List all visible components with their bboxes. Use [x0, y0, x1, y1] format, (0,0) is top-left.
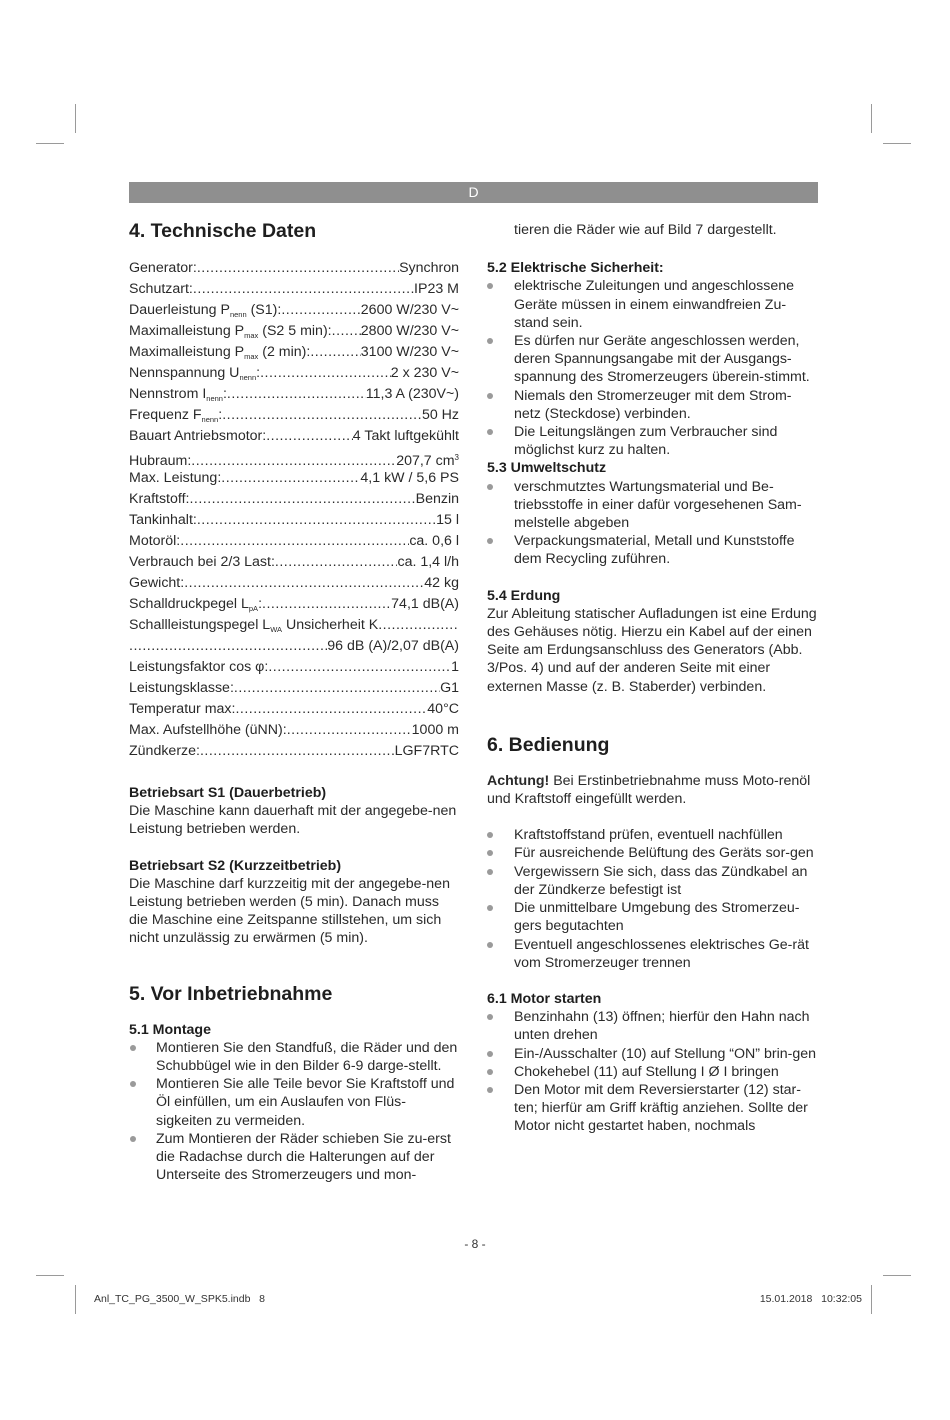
section-title-bedienung: 6. Bedienung [487, 733, 610, 756]
spec-row [129, 678, 459, 699]
spec-value: IP23 M [414, 281, 459, 297]
spec-label: Zündkerze: [129, 743, 200, 759]
spec-value: 3100 W/230 V~ [360, 344, 459, 360]
spec-row [129, 720, 459, 741]
list-item: Verpackungsmaterial, Metall und Kunststoffe dem Recycling zuführen. [487, 532, 817, 568]
spec-row [129, 468, 459, 489]
spec-row [129, 405, 459, 426]
leader-dots [378, 615, 459, 636]
leader-dots [287, 720, 412, 741]
continued-text: tieren die Räder wie auf Bild 7 dargestellt. [514, 222, 777, 238]
language-header-bar: D [129, 182, 818, 203]
leader-dots [193, 279, 414, 300]
spec-value: 1 [451, 659, 459, 675]
spec-value: ca. 1,4 l/h [397, 554, 459, 570]
list-item: Die unmittelbare Umgebung des Stromerzeu-gers begutachten [487, 899, 817, 935]
spec-label: Generator: [129, 260, 197, 276]
crop-mark [883, 1275, 911, 1276]
spec-list [129, 258, 459, 762]
spec-value: 4,1 kW / 5,6 PS [360, 470, 459, 486]
list-montage [129, 1039, 459, 1185]
leader-dots [222, 405, 422, 426]
paragraph-s2: Die Maschine darf kurzzeitig mit der angegebe-nen Leistung betrieben werden (5 min). Danach muss die Maschine eine Zeitspanne stillstehen, um sich nicht unzulässig zu erwärmen (5 min). [129, 875, 450, 947]
list-item: Vergewissern Sie sich, dass das Zündkabel an der Zündkerze befestigt ist [487, 863, 817, 899]
spec-label: Bauart Antriebsmotor: [129, 428, 267, 444]
page-number: - 8 - [464, 1237, 486, 1251]
spec-value: 2800 W/230 V~ [360, 323, 459, 339]
spec-value: 96 dB (A)/2,07 dB(A) [327, 638, 459, 654]
spec-value: 40°C [427, 701, 459, 717]
spec-label: Hubraum: [129, 453, 192, 469]
leader-dots [227, 384, 366, 405]
crop-mark [883, 143, 911, 144]
spec-row [129, 573, 459, 594]
spec-label: Leistungsfaktor cos φ: [129, 659, 269, 675]
leader-dots [197, 510, 436, 531]
spec-label: Verbrauch bei 2/3 Last: [129, 554, 275, 570]
spec-row [129, 363, 459, 384]
leader-dots [266, 426, 353, 447]
spec-label: Nennspannung $U_{nenn}$: [129, 365, 261, 382]
spec-value: 2600 W/230 V~ [360, 302, 459, 318]
spec-label: Dauerleistung $P_{nenn}$ (S1): [129, 302, 282, 319]
list-item: Zum Montieren der Räder schieben Sie zu-erst die Radachse durch die Halterungen auf der Unterseite des Stromerzeugers und mon- [129, 1130, 459, 1185]
spec-label: Schutzart: [129, 281, 193, 297]
leader-dots [129, 636, 327, 657]
list-item: verschmutztes Wartungsmaterial und Be-triebsstoffe in einer dafür vorgesehenen Sam-melstelle abgeben [487, 478, 817, 533]
list-item: Eventuell angeschlossenes elektrisches Ge-rät vom Stromerzeuger trennen [487, 936, 817, 972]
left-column [129, 218, 459, 1184]
attention-text: Bei Erstinbetriebnahme muss Moto-renöl und Kraftstoff eingefüllt werden. [487, 772, 811, 808]
list-item: Montieren Sie alle Teile bevor Sie Kraftstoff und Öl einfüllen, um ein Auslaufen von Flüs-sigkeiten zu vermeiden. [129, 1075, 459, 1130]
spec-value: 1000 m [411, 722, 459, 738]
spec-label: Maximalleistung $P_{max}$ (S2 5 min): [129, 323, 332, 340]
spec-label: Leistungsklasse: [129, 680, 234, 696]
footer-timestamp: 15.01.2018 10:32:05 [759, 1293, 862, 1305]
spec-row [129, 741, 459, 762]
leader-dots [200, 741, 395, 762]
spec-value: 4 Takt luftgekühlt [352, 428, 459, 444]
leader-dots [262, 594, 391, 615]
spec-row [129, 489, 459, 510]
subheading-betriebsart-s2: Betriebsart S2 (Kurzzeitbetrieb) [129, 857, 342, 874]
spec-label: Tankinhalt: [129, 512, 197, 528]
subheading-umweltschutz: 5.3 Umweltschutz [487, 460, 607, 477]
spec-value: 11,3 A (230V~) [365, 386, 459, 402]
crop-mark [871, 104, 872, 133]
spec-value: 2 x 230 V~ [390, 365, 459, 381]
leader-dots [184, 573, 424, 594]
list-item: Den Motor mit dem Reversierstarter (12) star-ten; hierfür am Griff kräftig anziehen. Sollte der Motor nicht gestartet haben, nochmals [487, 1081, 817, 1136]
leader-dots [260, 363, 391, 384]
spec-row [129, 531, 459, 552]
list-item: Ein-/Ausschalter (10) auf Stellung “ON” brin-gen [487, 1045, 817, 1063]
crop-mark [75, 1285, 76, 1314]
spec-row [129, 300, 459, 321]
spec-label: Max. Aufstellhöhe (üNN): [129, 722, 287, 738]
leader-dots [281, 300, 360, 321]
leader-dots [332, 321, 361, 342]
spec-row [129, 699, 459, 720]
list-elektrische-sicherheit [487, 277, 817, 459]
attention-label: Achtung! [487, 772, 550, 789]
spec-label: Schalldruckpegel $L_{pA}$: [129, 596, 263, 613]
section-title-technische-daten: 4. Technische Daten [129, 220, 317, 242]
spec-value: 15 l [436, 512, 459, 528]
spec-label: Kraftstoff: [129, 491, 190, 507]
spec-row [129, 510, 459, 531]
list-item: Niemals den Stromerzeuger mit dem Strom-netz (Steckdose) verbinden. [487, 387, 817, 423]
list-umweltschutz [487, 478, 817, 569]
spec-label: Frequenz $F_{nenn}$: [129, 407, 223, 424]
leader-dots [275, 552, 398, 573]
leader-dots [310, 342, 360, 363]
crop-mark [75, 104, 76, 133]
spec-row [129, 447, 459, 468]
list-item: Montieren Sie den Standfuß, die Räder und den Schubbügel wie in den Bilder 6-9 darge-stellt. [129, 1039, 459, 1075]
section-title-vor-inbetriebnahme: 5. Vor Inbetriebnahme [129, 982, 333, 1005]
spec-row [129, 615, 459, 636]
paragraph-s1: Die Maschine kann dauerhaft mit der angegebe-nen Leistung betrieben werden. [129, 803, 457, 838]
crop-mark [871, 1285, 872, 1314]
spec-value: 207,7 $cm^3$ [396, 453, 459, 469]
spec-label: Max. Leistung: [129, 470, 222, 486]
list-item: Chokehebel (11) auf Stellung I Ø I bringen [487, 1063, 817, 1081]
spec-label: Temperatur max: [129, 701, 236, 717]
subheading-montage: 5.1 Montage [129, 1021, 211, 1038]
list-item: Kraftstoffstand prüfen, eventuell nachfüllen [487, 826, 817, 844]
spec-value: G1 [440, 680, 459, 696]
list-item: Die Leitungslängen zum Verbraucher sind möglichst kurz zu halten. [487, 423, 817, 459]
list-motor-starten [487, 1008, 817, 1135]
spec-row [129, 426, 459, 447]
spec-row [129, 342, 459, 363]
spec-label: Nennstrom $I_{nenn}$: [129, 386, 227, 403]
leader-dots [268, 657, 451, 678]
spec-value: Benzin [415, 491, 459, 507]
attention-paragraph [487, 772, 817, 808]
list-item: Benzinhahn (13) öffnen; hierfür den Hahn nach unten drehen [487, 1008, 817, 1044]
subheading-erdung: 5.4 Erdung [487, 587, 561, 604]
spec-row [129, 279, 459, 300]
list-item: elektrische Zuleitungen und angeschlossene Geräte müssen in einem einwandfreien Zu-stand sein. [487, 277, 817, 332]
spec-value: 42 kg [424, 575, 459, 591]
crop-mark [36, 143, 64, 144]
spec-value: LGF7RTC [394, 743, 459, 759]
crop-mark [36, 1275, 64, 1276]
spec-row [129, 657, 459, 678]
subheading-elektrische-sicherheit: 5.2 Elektrische Sicherheit: [487, 260, 664, 277]
leader-dots [235, 699, 427, 720]
spec-row [129, 552, 459, 573]
subheading-motor-starten: 6.1 Motor starten [487, 990, 602, 1007]
paragraph-erdung: Zur Ableitung statischer Aufladungen ist eine Erdung des Gehäuses nötig. Hierzu ein Kabel auf der einen Seite am Erdungsanschluss des Generators (Abb. 3/Pos. 4) und auf der anderen Seite mit einer externen Masse (z. B. Staberder) verbinden. [487, 605, 817, 695]
leader-dots [180, 531, 409, 552]
spec-row [129, 636, 459, 657]
spec-label: Motoröl: [129, 533, 181, 549]
spec-row [129, 258, 459, 279]
right-column [487, 221, 817, 1136]
spec-value: 50 Hz [421, 407, 459, 423]
spec-label: Gewicht: [129, 575, 185, 591]
subheading-betriebsart-s1: Betriebsart S1 (Dauerbetrieb) [129, 785, 327, 801]
leader-dots [221, 468, 360, 489]
spec-row [129, 384, 459, 405]
spec-value: 74,1 dB(A) [391, 596, 459, 612]
leader-dots [197, 258, 399, 279]
spec-row [129, 594, 459, 615]
list-bedienung [487, 826, 817, 972]
leader-dots [234, 678, 440, 699]
spec-value: ca. 0,6 l [409, 533, 459, 549]
list-item: Für ausreichende Belüftung des Geräts sor-gen [487, 844, 817, 862]
spec-value: Synchron [399, 260, 459, 276]
footer-file-name: Anl_TC_PG_3500_W_SPK5.indb 8 [94, 1293, 266, 1305]
spec-label: Schallleistungspegel $L_{WA}$ Unsicherheit K [129, 617, 379, 634]
spec-label: Maximalleistung $P_{max}$ (2 min): [129, 344, 311, 361]
leader-dots [189, 489, 415, 510]
spec-row [129, 321, 459, 342]
list-item: Es dürfen nur Geräte angeschlossen werden, deren Spannungsangabe mit der Ausgangs-spannung des Stromerzeugers überein-stimmt. [487, 332, 817, 387]
